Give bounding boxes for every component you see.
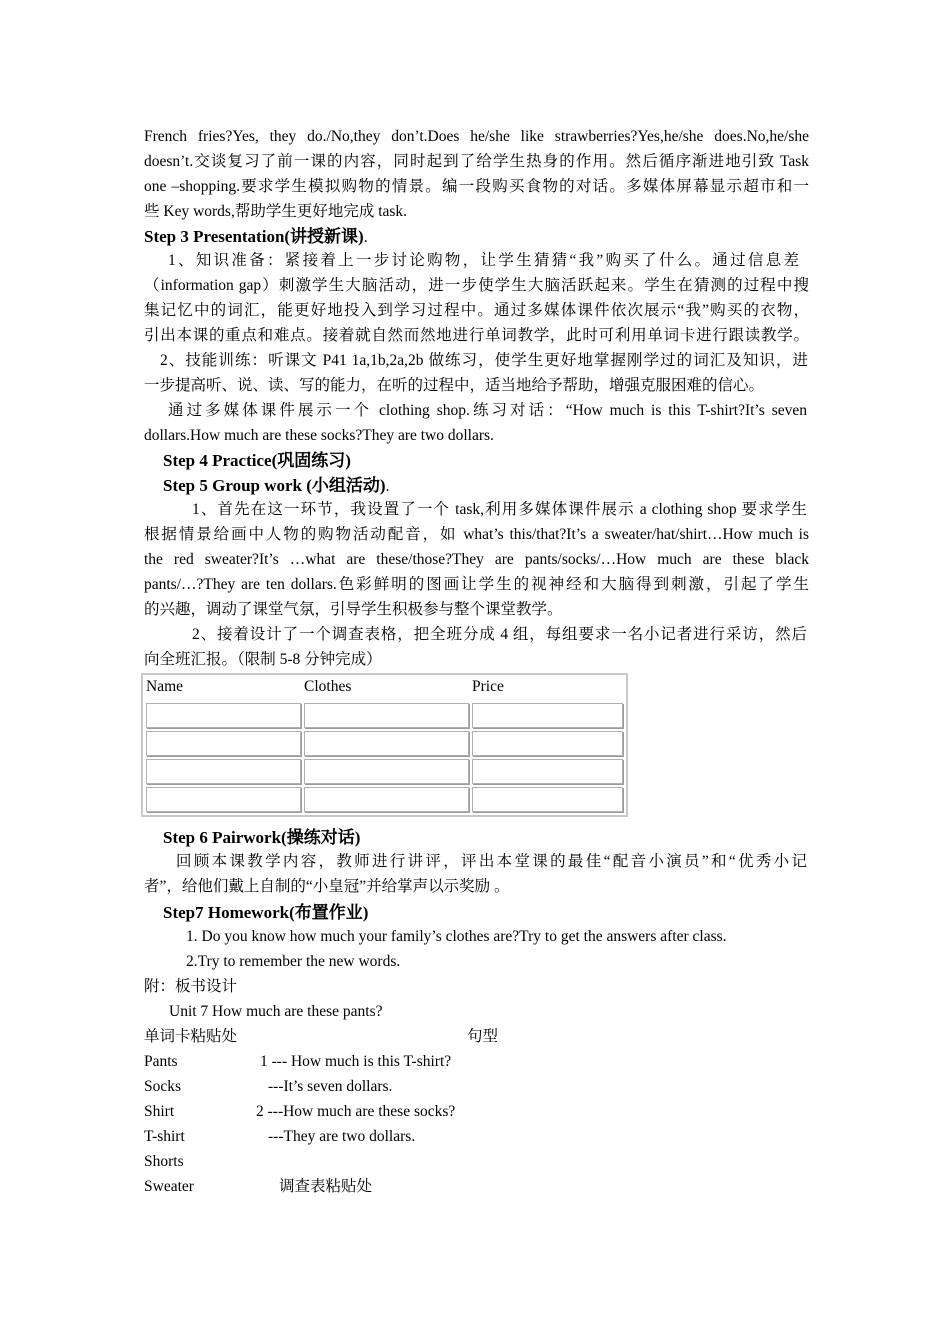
survey-cell bbox=[146, 731, 301, 756]
step4-heading-line bbox=[163, 448, 828, 474]
board-word: Shirt bbox=[144, 1103, 175, 1120]
survey-cell bbox=[472, 787, 623, 812]
board-sentence: ---They are two dollars. bbox=[268, 1128, 416, 1145]
step5-heading-line bbox=[163, 473, 828, 499]
appendix-label: 附：板书设计 bbox=[144, 978, 238, 995]
homework-item: 2.Try to remember the new words. bbox=[186, 953, 401, 970]
survey-table bbox=[141, 673, 628, 817]
survey-header-name: Name bbox=[146, 678, 184, 695]
step7-heading: Step7 Homework(布置作业) bbox=[163, 903, 369, 922]
board-sentence: 1 --- How much is this T-shirt? bbox=[260, 1053, 452, 1070]
survey-cell bbox=[304, 759, 469, 784]
survey-cell bbox=[472, 759, 623, 784]
step5-line: 2、接着设计了一个调查表格，把全班分成 4 组，每组要求一名小记者进行采访，然后 bbox=[192, 626, 807, 643]
step3-line: （information gap）刺激学生大脑活动，进一步使学生大脑活跃起来。学生在猜测的过程中搜 bbox=[144, 277, 809, 294]
step3-line: 集记忆中的词汇，能更好地投入到学习过程中。通过多媒体课件依次展示“我”购买的衣物， bbox=[144, 302, 809, 319]
step3-heading-line bbox=[144, 224, 809, 250]
word-card-label: 单词卡粘贴处 bbox=[144, 1028, 238, 1045]
step5-line: 的兴趣，调动了课堂气氛，引导学生积极参与整个课堂教学。 bbox=[144, 601, 563, 618]
step3-line: 一步提高听、说、读、写的能力，在听的过程中，适当地给予帮助，增强克服困难的信心。 bbox=[144, 377, 765, 394]
survey-paste-label: 调查表粘贴处 bbox=[279, 1178, 373, 1195]
step7-heading-line bbox=[163, 900, 828, 926]
step3-heading-trail: . bbox=[363, 229, 368, 246]
survey-cell bbox=[304, 703, 469, 728]
survey-header-price: Price bbox=[472, 678, 504, 695]
board-title: Unit 7 How much are these pants? bbox=[169, 1003, 383, 1020]
paragraph-line: one –shopping.要求学生模拟购物的情景。编一段购买食物的对话。多媒体屏幕显示超市和一 bbox=[144, 178, 809, 195]
board-word: Shorts bbox=[144, 1153, 184, 1170]
step5-line: 根据情景给画中人物的购物活动配音，如 what’s this/that?It’s a sweater/hat/shirt…How much is bbox=[144, 526, 809, 543]
survey-cell bbox=[146, 703, 301, 728]
step3-heading: Step 3 Presentation(讲授新课) bbox=[144, 227, 364, 246]
board-word: Sweater bbox=[144, 1178, 194, 1195]
homework-item: 1. Do you know how much your family’s clothes are?Try to get the answers after class. bbox=[186, 928, 727, 945]
step4-heading: Step 4 Practice(巩固练习) bbox=[163, 451, 351, 470]
survey-cell bbox=[146, 759, 301, 784]
step5-line: 1、首先在这一环节，我设置了一个 task,利用多媒体课件展示 a clothing shop 要求学生 bbox=[192, 501, 807, 518]
step3-line: 2、技能训练：听课文 P41 1a,1b,2a,2b 做练习，使学生更好地掌握刚学过的词汇及知识，进 bbox=[160, 352, 808, 369]
survey-table-row bbox=[146, 703, 623, 728]
board-sentence: ---It’s seven dollars. bbox=[268, 1078, 393, 1095]
step5-line: 向全班汇报。（限制 5-8 分钟完成） bbox=[144, 651, 382, 668]
step5-line: the red sweater?It’s …what are these/those?They are pants/socks/…How much are these black bbox=[144, 551, 809, 568]
step3-line: 1、知识准备：紧接着上一步讨论购物，让学生猜猜“我”购买了什么。通过信息差 bbox=[168, 252, 799, 269]
board-word: Pants bbox=[144, 1053, 178, 1070]
survey-table-row bbox=[146, 759, 623, 784]
board-word: T-shirt bbox=[144, 1128, 185, 1145]
step6-line: 回顾本课教学内容，教师进行讲评，评出本堂课的最佳“配音小演员”和“优秀小记 bbox=[176, 853, 807, 870]
paragraph-line: French fries?Yes, they do./No,they don’t.Does he/she like strawberries?Yes,he/she does.No,he/she bbox=[144, 128, 809, 145]
survey-table-header-row bbox=[146, 678, 623, 700]
step3-line: dollars.How much are these socks?They are two dollars. bbox=[144, 427, 494, 444]
step6-heading-line bbox=[163, 825, 828, 851]
survey-cell bbox=[304, 731, 469, 756]
paragraph-line: doesn’t.交谈复习了前一课的内容，同时起到了给学生热身的作用。然后循序渐进地引致 Task bbox=[144, 153, 809, 170]
survey-header-clothes: Clothes bbox=[304, 678, 352, 695]
step5-line: pants/…?They are ten dollars.色彩鲜明的图画让学生的视神经和大脑得到刺激，引起了学生 bbox=[144, 576, 809, 593]
sentence-label: 句型 bbox=[467, 1028, 499, 1045]
survey-cell bbox=[472, 731, 623, 756]
survey-table-row bbox=[146, 787, 623, 812]
survey-cell bbox=[304, 787, 469, 812]
survey-cell bbox=[146, 787, 301, 812]
step6-line: 者”，给他们戴上自制的“小皇冠”并给掌声以示奖励 。 bbox=[144, 878, 510, 895]
board-sentence: 2 ---How much are these socks? bbox=[256, 1103, 456, 1120]
step3-line: 通过多媒体课件展示一个 clothing shop.练习对话：“How much is this T-shirt?It’s seven bbox=[168, 402, 807, 419]
step5-heading-trail: . bbox=[385, 478, 390, 495]
survey-cell bbox=[472, 703, 623, 728]
survey-table-row bbox=[146, 731, 623, 756]
step5-heading: Step 5 Group work (小组活动) bbox=[163, 476, 386, 495]
step3-line: 引出本课的重点和难点。接着就自然而然地进行单词教学，此时可利用单词卡进行跟读教学。 bbox=[144, 327, 809, 344]
paragraph-line: 些 Key words,帮助学生更好地完成 task. bbox=[144, 203, 408, 220]
board-word: Socks bbox=[144, 1078, 182, 1095]
step6-heading: Step 6 Pairwork(操练对话) bbox=[163, 828, 361, 847]
